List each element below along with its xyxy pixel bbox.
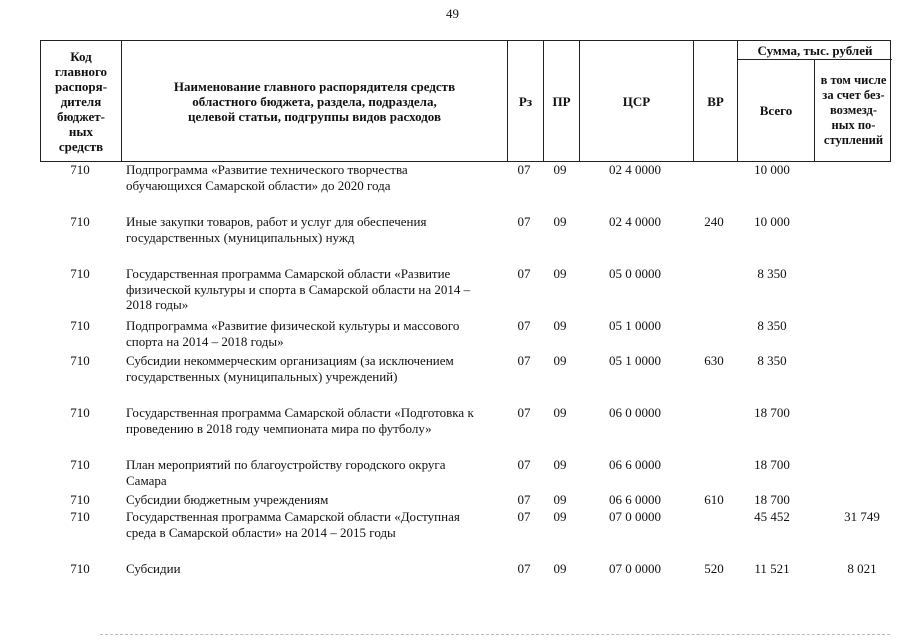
row-vr: 240	[704, 214, 724, 229]
row-total: 8 350	[757, 266, 787, 281]
table-row	[40, 457, 891, 492]
row-code: 710	[70, 405, 90, 420]
header-code: Код главного распоря- дителя бюджет- ных средств	[54, 48, 108, 154]
page-number: 49	[446, 6, 459, 21]
row-total: 18 700	[754, 405, 790, 420]
table-header	[40, 40, 891, 162]
table-row	[40, 214, 891, 266]
row-pr: 09	[553, 214, 567, 229]
row-vr: 630	[704, 353, 724, 368]
row-name: Государственная программа Самарской области «Доступная среда в Самарской области» на 2014 – 2015 годы	[126, 509, 460, 540]
table-row	[40, 561, 891, 581]
row-pr: 09	[553, 457, 567, 472]
row-pr: 09	[553, 318, 567, 333]
row-name: Подпрограмма «Развитие физической культуры и массового спорта на 2014 – 2018 годы»	[126, 318, 460, 349]
row-total: 11 521	[754, 561, 790, 576]
row-rz: 07	[517, 162, 531, 177]
row-code: 710	[70, 561, 90, 576]
row-free: 31 749	[844, 509, 880, 524]
row-rz: 07	[517, 318, 531, 333]
row-rz: 07	[517, 214, 531, 229]
row-rz: 07	[517, 561, 531, 576]
row-total: 18 700	[754, 492, 790, 507]
row-csr: 05 1 0000	[609, 318, 661, 333]
row-vr: 520	[704, 561, 724, 576]
row-pr: 09	[553, 509, 567, 524]
row-code: 710	[70, 214, 90, 229]
row-csr: 02 4 0000	[609, 214, 661, 229]
header-sum-free: в том числе за счет без- возмезд- ных по- ступлений	[814, 59, 892, 161]
row-vr: 610	[704, 492, 724, 507]
table-row	[40, 353, 891, 405]
row-csr: 05 1 0000	[609, 353, 661, 368]
header-name: Наименование главного распорядителя средств областного бюджета, раздела, подраздела, целевой статьи, подгруппы видов расходов	[121, 41, 507, 161]
row-name: Субсидии	[126, 561, 181, 576]
row-rz: 07	[517, 405, 531, 420]
header-sum	[737, 41, 892, 161]
row-rz: 07	[517, 457, 531, 472]
footer-divider	[100, 634, 890, 635]
row-pr: 09	[553, 405, 567, 420]
row-code: 710	[70, 509, 90, 524]
table-row	[40, 266, 891, 318]
row-pr: 09	[553, 492, 567, 507]
row-total: 10 000	[754, 162, 790, 177]
row-code: 710	[70, 318, 90, 333]
row-code: 710	[70, 353, 90, 368]
row-csr: 06 6 0000	[609, 492, 661, 507]
table-row	[40, 318, 891, 353]
row-name: План мероприятий по благоустройству городского округа Самара	[126, 457, 446, 488]
row-free: 8 021	[847, 561, 877, 576]
row-name: Субсидии бюджетным учреждениям	[126, 492, 329, 507]
row-pr: 09	[553, 561, 567, 576]
row-total: 10 000	[754, 214, 790, 229]
table-body	[40, 162, 891, 581]
row-pr: 09	[553, 353, 567, 368]
budget-table	[40, 40, 891, 581]
row-name: Субсидии некоммерческим организациям (за исключением государственных (муниципальных) учреждений)	[126, 353, 454, 384]
header-sum-sub	[738, 59, 892, 161]
table-row	[40, 509, 891, 561]
table-row	[40, 492, 891, 509]
row-code: 710	[70, 162, 90, 177]
row-rz: 07	[517, 509, 531, 524]
row-name: Иные закупки товаров, работ и услуг для обеспечения государственных (муниципальных) нужд	[126, 214, 427, 245]
row-csr: 02 4 0000	[609, 162, 661, 177]
row-rz: 07	[517, 266, 531, 281]
row-pr: 09	[553, 162, 567, 177]
row-total: 18 700	[754, 457, 790, 472]
row-rz: 07	[517, 492, 531, 507]
row-total: 8 350	[757, 318, 787, 333]
row-name: Подпрограмма «Развитие технического творчества обучающихся Самарской области» до 2020 года	[126, 162, 408, 193]
row-csr: 07 0 0000	[609, 509, 661, 524]
row-total: 45 452	[754, 509, 790, 524]
header-csr: ЦСР	[579, 41, 693, 161]
row-csr: 05 0 0000	[609, 266, 661, 281]
row-code: 710	[70, 457, 90, 472]
header-pr: ПР	[543, 41, 579, 161]
row-name: Государственная программа Самарской области «Подготовка к проведению в 2018 году чемпионата мира по футболу»	[126, 405, 474, 436]
row-csr: 06 6 0000	[609, 457, 661, 472]
row-name: Государственная программа Самарской области «Развитие физической культуры и спорта в Самарской области на 2014 – 2018 годы»	[126, 266, 471, 312]
header-sum-title: Сумма, тыс. рублей	[738, 41, 892, 60]
row-csr: 06 0 0000	[609, 405, 661, 420]
table-row	[40, 162, 891, 214]
row-rz: 07	[517, 353, 531, 368]
row-csr: 07 0 0000	[609, 561, 661, 576]
header-sum-total: Всего	[759, 102, 793, 118]
header-vr: ВР	[693, 41, 737, 161]
header-rz: Рз	[507, 41, 543, 161]
table-row	[40, 405, 891, 457]
row-code: 710	[70, 266, 90, 281]
row-pr: 09	[553, 266, 567, 281]
row-total: 8 350	[757, 353, 787, 368]
row-code: 710	[70, 492, 90, 507]
